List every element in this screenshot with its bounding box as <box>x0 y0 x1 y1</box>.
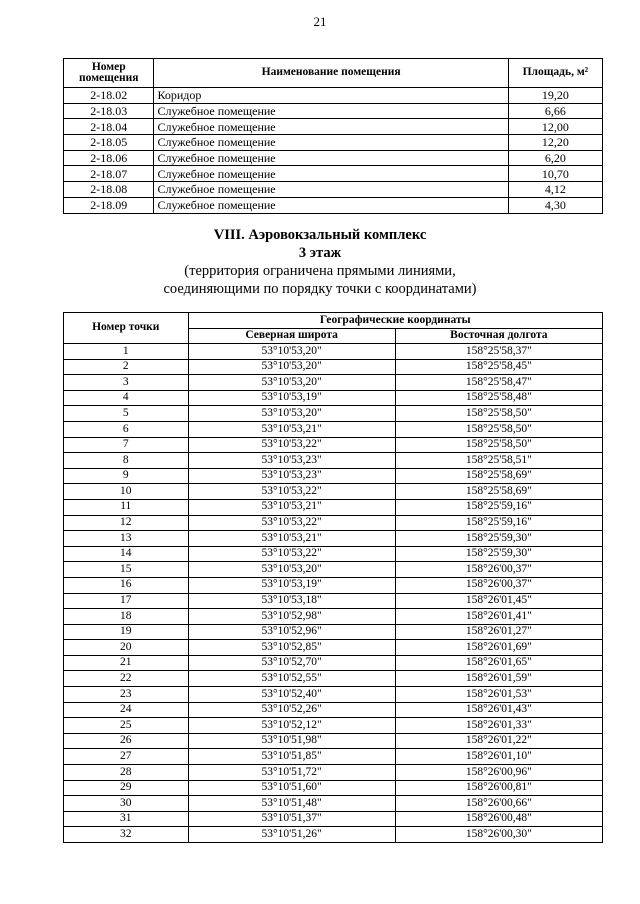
latitude-cell: 53°10'53,22" <box>188 515 395 531</box>
room-row <box>64 88 603 104</box>
room-row <box>64 182 603 198</box>
coordinate-row <box>64 375 603 391</box>
longitude-cell: 158°26'01,45" <box>395 593 602 609</box>
point-number-cell: 10 <box>64 484 189 500</box>
room-name-cell: Служебное помещение <box>154 182 508 198</box>
latitude-cell: 53°10'53,20" <box>188 406 395 422</box>
room-row <box>64 119 603 135</box>
longitude-cell: 158°25'59,16" <box>395 499 602 515</box>
room-area-cell: 12,00 <box>508 119 602 135</box>
coordinates-table <box>63 312 603 843</box>
point-number-cell: 27 <box>64 749 189 765</box>
longitude-cell: 158°26'01,53" <box>395 687 602 703</box>
longitude-cell: 158°26'00,96" <box>395 765 602 781</box>
latitude-cell: 53°10'53,22" <box>188 546 395 562</box>
point-number-cell: 17 <box>64 593 189 609</box>
latitude-cell: 53°10'53,21" <box>188 531 395 547</box>
room-name-cell: Коридор <box>154 88 508 104</box>
coordinates-header-row-1 <box>64 313 603 329</box>
latitude-cell: 53°10'52,98" <box>188 609 395 625</box>
coordinate-row <box>64 484 603 500</box>
point-number-cell: 19 <box>64 624 189 640</box>
latitude-cell: 53°10'51,98" <box>188 733 395 749</box>
coordinate-row <box>64 562 603 578</box>
room-name-cell: Служебное помещение <box>154 166 508 182</box>
latitude-cell: 53°10'51,72" <box>188 765 395 781</box>
point-number-cell: 30 <box>64 796 189 812</box>
coordinates-table-body <box>64 344 603 843</box>
latitude-cell: 53°10'51,60" <box>188 780 395 796</box>
coordinate-row <box>64 796 603 812</box>
coordinate-row <box>64 421 603 437</box>
longitude-cell: 158°25'58,69" <box>395 484 602 500</box>
longitude-cell: 158°26'01,41" <box>395 609 602 625</box>
latitude-cell: 53°10'53,19" <box>188 390 395 406</box>
point-number-cell: 16 <box>64 577 189 593</box>
latitude-cell: 53°10'52,55" <box>188 671 395 687</box>
latitude-cell: 53°10'51,85" <box>188 749 395 765</box>
point-number-cell: 13 <box>64 531 189 547</box>
point-number-cell: 1 <box>64 344 189 360</box>
header-room-number: Номер помещения <box>64 59 154 88</box>
rooms-table-header <box>64 59 603 88</box>
latitude-cell: 53°10'53,20" <box>188 375 395 391</box>
point-number-cell: 31 <box>64 811 189 827</box>
header-room-name: Наименование помещения <box>154 59 508 88</box>
room-area-cell: 10,70 <box>508 166 602 182</box>
point-number-cell: 21 <box>64 655 189 671</box>
section-note-line2: соединяющими по порядку точки с координатами) <box>163 281 477 297</box>
room-number-cell: 2-18.03 <box>64 103 154 119</box>
room-area-cell: 19,20 <box>508 88 602 104</box>
point-number-cell: 14 <box>64 546 189 562</box>
latitude-cell: 53°10'53,23" <box>188 453 395 469</box>
point-number-cell: 7 <box>64 437 189 453</box>
coordinate-row <box>64 687 603 703</box>
latitude-cell: 53°10'52,40" <box>188 687 395 703</box>
coordinate-row <box>64 359 603 375</box>
room-row <box>64 135 603 151</box>
room-area-cell: 4,30 <box>508 197 602 213</box>
latitude-cell: 53°10'53,23" <box>188 468 395 484</box>
room-row <box>64 197 603 213</box>
latitude-cell: 53°10'53,22" <box>188 437 395 453</box>
coordinate-row <box>64 453 603 469</box>
room-area-cell: 12,20 <box>508 135 602 151</box>
room-name-cell: Служебное помещение <box>154 197 508 213</box>
rooms-table-body <box>64 88 603 214</box>
point-number-cell: 9 <box>64 468 189 484</box>
room-number-cell: 2-18.09 <box>64 197 154 213</box>
coordinate-row <box>64 702 603 718</box>
point-number-cell: 12 <box>64 515 189 531</box>
coordinate-row <box>64 593 603 609</box>
point-number-cell: 26 <box>64 733 189 749</box>
coordinate-row <box>64 733 603 749</box>
point-number-cell: 25 <box>64 718 189 734</box>
room-number-cell: 2-18.06 <box>64 150 154 166</box>
room-area-cell: 6,20 <box>508 150 602 166</box>
coordinate-row <box>64 609 603 625</box>
latitude-cell: 53°10'53,21" <box>188 499 395 515</box>
longitude-cell: 158°25'58,50" <box>395 406 602 422</box>
coordinate-row <box>64 531 603 547</box>
point-number-cell: 3 <box>64 375 189 391</box>
coordinate-row <box>64 780 603 796</box>
longitude-cell: 158°25'58,50" <box>395 437 602 453</box>
header-geo-coordinates: Географические координаты <box>188 313 602 329</box>
longitude-cell: 158°25'59,30" <box>395 546 602 562</box>
section-note-line1: (территория ограничена прямыми линиями, <box>184 263 456 279</box>
longitude-cell: 158°25'59,16" <box>395 515 602 531</box>
point-number-cell: 18 <box>64 609 189 625</box>
room-number-cell: 2-18.07 <box>64 166 154 182</box>
point-number-cell: 5 <box>64 406 189 422</box>
header-point-number: Номер точки <box>64 313 189 344</box>
room-name-cell: Служебное помещение <box>154 119 508 135</box>
point-number-cell: 28 <box>64 765 189 781</box>
coordinate-row <box>64 827 603 843</box>
coordinate-row <box>64 344 603 360</box>
longitude-cell: 158°26'01,59" <box>395 671 602 687</box>
point-number-cell: 8 <box>64 453 189 469</box>
coordinate-row <box>64 671 603 687</box>
longitude-cell: 158°25'58,37" <box>395 344 602 360</box>
coordinate-row <box>64 546 603 562</box>
longitude-cell: 158°26'01,10" <box>395 749 602 765</box>
longitude-cell: 158°25'58,50" <box>395 421 602 437</box>
longitude-cell: 158°25'59,30" <box>395 531 602 547</box>
header-latitude: Северная широта <box>188 328 395 344</box>
latitude-cell: 53°10'51,37" <box>188 811 395 827</box>
latitude-cell: 53°10'53,18" <box>188 593 395 609</box>
coordinate-row <box>64 655 603 671</box>
point-number-cell: 29 <box>64 780 189 796</box>
rooms-table <box>63 58 603 214</box>
coordinate-row <box>64 406 603 422</box>
longitude-cell: 158°26'00,66" <box>395 796 602 812</box>
room-number-cell: 2-18.05 <box>64 135 154 151</box>
longitude-cell: 158°26'00,81" <box>395 780 602 796</box>
point-number-cell: 24 <box>64 702 189 718</box>
point-number-cell: 15 <box>64 562 189 578</box>
longitude-cell: 158°26'01,43" <box>395 702 602 718</box>
coordinate-row <box>64 624 603 640</box>
coordinate-row <box>64 640 603 656</box>
point-number-cell: 32 <box>64 827 189 843</box>
room-row <box>64 166 603 182</box>
coordinate-row <box>64 499 603 515</box>
section-floor: 3 этаж <box>298 245 342 261</box>
latitude-cell: 53°10'53,19" <box>188 577 395 593</box>
page-number: 21 <box>313 14 327 29</box>
longitude-cell: 158°26'00,37" <box>395 577 602 593</box>
longitude-cell: 158°26'00,48" <box>395 811 602 827</box>
room-number-cell: 2-18.08 <box>64 182 154 198</box>
coordinate-row <box>64 468 603 484</box>
coordinate-row <box>64 749 603 765</box>
longitude-cell: 158°25'58,51" <box>395 453 602 469</box>
room-name-cell: Служебное помещение <box>154 103 508 119</box>
longitude-cell: 158°26'01,69" <box>395 640 602 656</box>
point-number-cell: 20 <box>64 640 189 656</box>
coordinate-row <box>64 515 603 531</box>
longitude-cell: 158°26'01,22" <box>395 733 602 749</box>
latitude-cell: 53°10'52,70" <box>188 655 395 671</box>
coordinate-row <box>64 765 603 781</box>
coordinate-row <box>64 577 603 593</box>
room-area-cell: 4,12 <box>508 182 602 198</box>
latitude-cell: 53°10'51,48" <box>188 796 395 812</box>
header-longitude: Восточная долгота <box>395 328 602 344</box>
latitude-cell: 53°10'53,20" <box>188 359 395 375</box>
latitude-cell: 53°10'52,26" <box>188 702 395 718</box>
longitude-cell: 158°26'00,37" <box>395 562 602 578</box>
longitude-cell: 158°26'01,27" <box>395 624 602 640</box>
point-number-cell: 4 <box>64 390 189 406</box>
room-row <box>64 103 603 119</box>
room-area-cell: 6,66 <box>508 103 602 119</box>
room-name-cell: Служебное помещение <box>154 135 508 151</box>
latitude-cell: 53°10'53,22" <box>188 484 395 500</box>
latitude-cell: 53°10'51,26" <box>188 827 395 843</box>
longitude-cell: 158°25'58,47" <box>395 375 602 391</box>
room-number-cell: 2-18.04 <box>64 119 154 135</box>
latitude-cell: 53°10'52,12" <box>188 718 395 734</box>
point-number-cell: 23 <box>64 687 189 703</box>
room-number-cell: 2-18.02 <box>64 88 154 104</box>
longitude-cell: 158°25'58,45" <box>395 359 602 375</box>
point-number-cell: 22 <box>64 671 189 687</box>
point-number-cell: 6 <box>64 421 189 437</box>
coordinate-row <box>64 390 603 406</box>
latitude-cell: 53°10'53,21" <box>188 421 395 437</box>
point-number-cell: 11 <box>64 499 189 515</box>
coordinate-row <box>64 718 603 734</box>
longitude-cell: 158°26'00,30" <box>395 827 602 843</box>
longitude-cell: 158°25'58,69" <box>395 468 602 484</box>
point-number-cell: 2 <box>64 359 189 375</box>
coordinate-row <box>64 811 603 827</box>
latitude-cell: 53°10'52,96" <box>188 624 395 640</box>
latitude-cell: 53°10'53,20" <box>188 562 395 578</box>
longitude-cell: 158°26'01,33" <box>395 718 602 734</box>
latitude-cell: 53°10'52,85" <box>188 640 395 656</box>
longitude-cell: 158°26'01,65" <box>395 655 602 671</box>
header-room-area: Площадь, м² <box>508 59 602 88</box>
coordinate-row <box>64 437 603 453</box>
latitude-cell: 53°10'53,20" <box>188 344 395 360</box>
section-title: VIII. Аэровокзальный комплекс <box>213 227 427 243</box>
room-row <box>64 150 603 166</box>
longitude-cell: 158°25'58,48" <box>395 390 602 406</box>
room-name-cell: Служебное помещение <box>154 150 508 166</box>
